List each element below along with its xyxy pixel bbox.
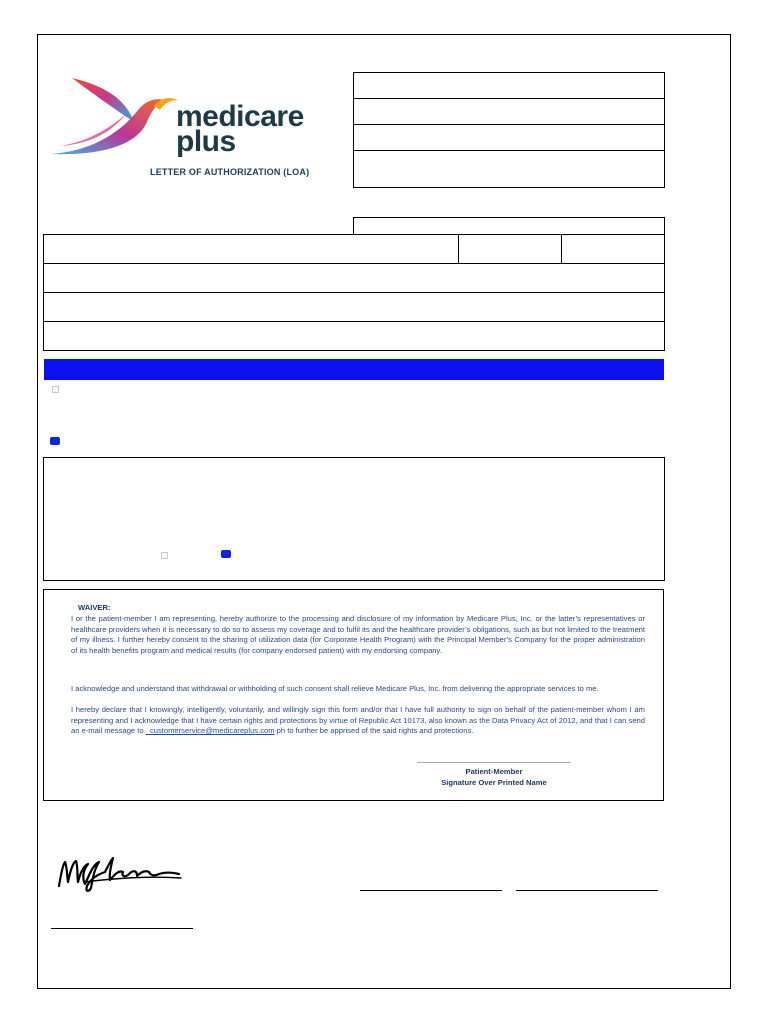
handwritten-signature [55,852,185,894]
signature-scribble-icon [55,852,185,894]
details-box [43,457,665,581]
brand-name-line2: plus [176,125,236,158]
info-field-small[interactable] [353,217,665,235]
waiver-paragraph-3-text: I hereby declare that I knowingly, intelligently, voluntarily, and willingly sign this form and/or that I have full authority to sign on behalf of the patient-member whom I am representing and I acknowledge that I have certain rights and protections by virtue of Republic Act 10173, also known as the Data Privacy Act of 2012, and that I can send an e-mail message to [71,705,645,736]
checkbox-option-4-checked[interactable] [221,550,231,558]
info-field-row2[interactable] [43,263,665,293]
info-field-row3[interactable] [43,292,665,322]
form-title: LETTER OF AUTHORIZATION (LOA) [150,167,310,177]
info-field-name[interactable] [43,234,459,264]
checkbox-option-3[interactable] [161,552,168,559]
waiver-title: WAIVER: [78,603,111,612]
waiver-paragraph-3-tail: ph to further be apprised of the said rights and protections. [274,726,474,736]
info-field-col3[interactable] [561,234,665,264]
signature-line-2 [516,890,658,891]
brand-name-line1: medicare [176,100,304,133]
signature-line-3 [51,928,193,929]
waiver-paragraph-2: I acknowledge and understand that withdrawal or withholding of such consent shall relieve Medicare Plus, Inc. from delivering the appropriate services to me. [71,684,599,693]
info-field-col2[interactable] [458,234,562,264]
header-field-3[interactable] [353,124,665,151]
brand-wordmark [176,100,304,158]
section-header-bar [44,359,664,380]
checkbox-option-1[interactable] [52,386,59,393]
logo-swoosh-icon [46,70,186,165]
waiver-paragraph-1: I or the patient-member I am representing, hereby authorize to the processing and disclosure of my information by Medicare Plus, Inc. or the latter’s representatives or healthcare providers when it is necessary to do so to assess my coverage and to fulfil its and the healthcare provider’s obligations, such as but not limited to the treatment of my illness. I further hereby consent to the sharing of utilization data (for Corporate Health Program) with the Principal Member’s Company for the proper administration of its health benefits program and medical results (for company endorsed patient) with my endorsing company. [71,614,645,655]
waiver-box [43,589,664,801]
signature-caption-role: Patient-Member [465,767,523,776]
info-field-row4[interactable] [43,321,665,351]
customer-service-email-link[interactable]: _customerservice@medicareplus.com [145,726,275,736]
header-field-1[interactable] [353,72,665,99]
checkbox-option-2-checked[interactable] [50,437,60,445]
waiver-signature-line [417,762,571,763]
header-field-2[interactable] [353,98,665,125]
signature-line-1 [360,890,502,891]
header-field-4[interactable] [353,150,665,188]
waiver-paragraph-3 [71,705,645,737]
signature-caption-label: Signature Over Printed Name [441,778,547,787]
